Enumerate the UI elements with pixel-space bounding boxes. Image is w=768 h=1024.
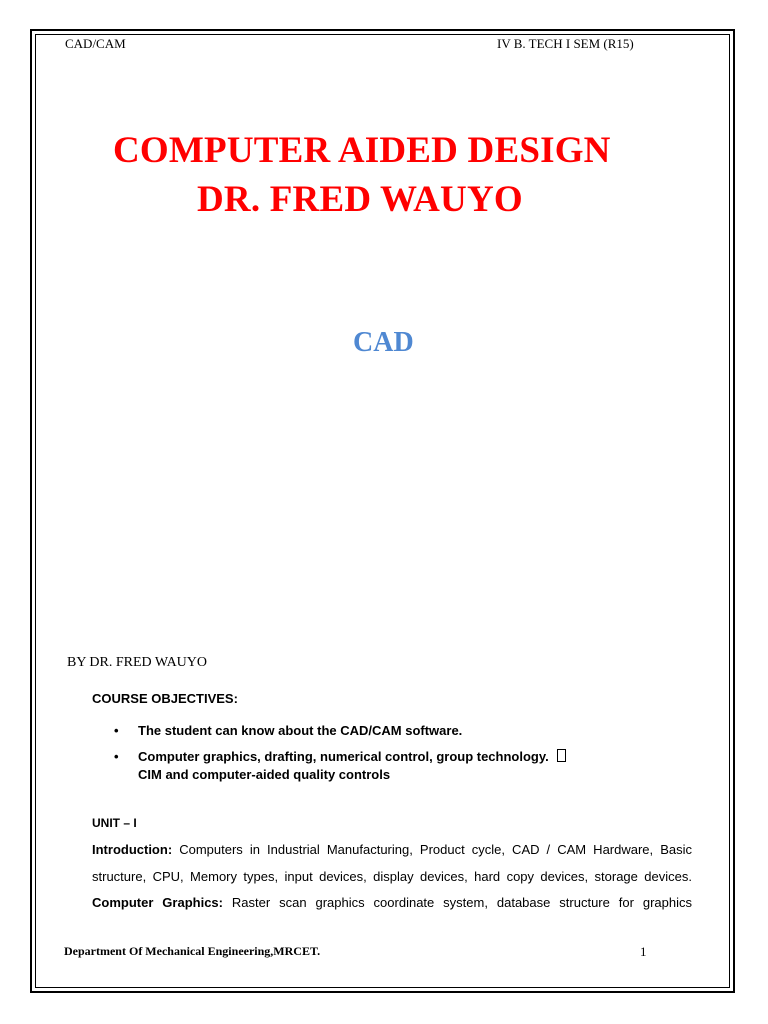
header-course: CAD/CAM (65, 36, 126, 51)
bullet-icon: • (114, 749, 119, 764)
document-author-title: DR. FRED WAUYO (197, 179, 523, 220)
header-semester: IV B. TECH I SEM (R15) (497, 36, 634, 51)
page-number: 1 (640, 944, 647, 959)
footer-department: Department Of Mechanical Engineering,MRCET. (64, 944, 321, 958)
bullet-icon: • (114, 723, 119, 738)
intro-label: Introduction: (92, 842, 173, 857)
author-line: BY DR. FRED WAUYO (67, 655, 208, 670)
paragraph-line (92, 837, 692, 864)
graphics-label: Computer Graphics: (92, 895, 223, 910)
missing-glyph-icon (557, 749, 566, 762)
paragraph-line (92, 890, 692, 917)
document-title: COMPUTER AIDED DESIGN (113, 130, 611, 171)
objectives-heading: COURSE OBJECTIVES: (92, 691, 238, 706)
objectives-list (114, 718, 658, 784)
unit-heading: UNIT – I (92, 816, 137, 830)
document-subtitle: CAD (353, 327, 414, 358)
list-item (114, 766, 658, 784)
paragraph-line: structure, CPU, Memory types, input devices, display devices, hard copy devices, storage devices. (92, 868, 692, 884)
intro-text: Computers in Industrial Manufacturing, Product cycle, CAD / CAM Hardware, Basic (172, 842, 692, 857)
unit-paragraph (92, 837, 692, 917)
objective-continuation: CIM and computer-aided quality controls (138, 767, 391, 782)
graphics-text: Raster scan graphics coordinate system, database structure for graphics (223, 895, 692, 910)
list-item (114, 718, 658, 744)
objective-text: The student can know about the CAD/CAM software. (138, 723, 463, 738)
objective-text: Computer graphics, drafting, numerical control, group technology. (138, 749, 549, 764)
